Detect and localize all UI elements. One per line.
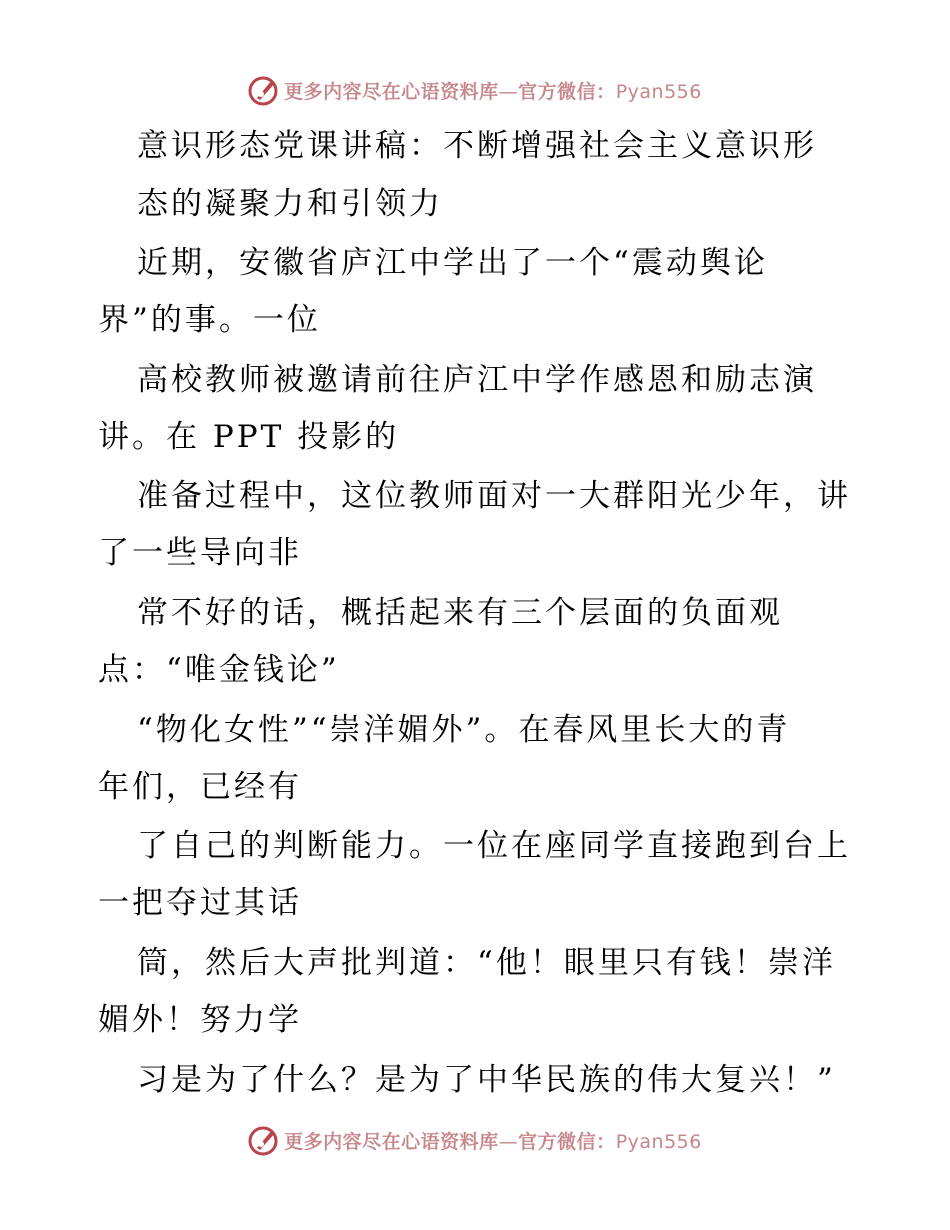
text-line: 高校教师被邀请前往庐江中学作感恩和励志演 [137,362,817,398]
text-line: 常不好的话，概括起来有三个层面的负面观 [137,595,783,631]
text-line: 态的凝聚力和引领力 [137,186,443,222]
watermark-site: 更多内容尽在心语资料库 [284,1130,499,1153]
watermark-text [284,1127,702,1154]
watermark-wechat-handle: Pyan556 [615,80,702,103]
watermark-dash: — [498,80,519,103]
watermark-site: 更多内容尽在心语资料库 [284,80,499,103]
text-line: 讲。在 PPT 投影的 [98,419,400,455]
watermark-dash: — [498,1130,519,1153]
quill-logo-icon [248,1124,280,1156]
text-line: 近期，安徽省庐江中学出了一个“震动舆论 [137,245,768,281]
text-line: 了一些导向非 [98,535,302,571]
text-line: 筒，然后大声批判道：“他！眼里只有钱！崇洋 [137,945,836,981]
footer-watermark [0,1120,950,1160]
text-line: 年们，已经有 [98,769,302,805]
text-line: 一把夺过其话 [98,885,302,921]
watermark-wechat-label: 官方微信： [518,80,616,103]
text-line: “物化女性”“崇洋媚外”。在春风里长大的青 [137,712,791,748]
text-line: 意识形态党课讲稿：不断增强社会主义意识形 [137,128,817,164]
text-line: 媚外！努力学 [98,1002,302,1038]
text-line: 点：“唯金钱论” [98,652,340,688]
text-line: 了自己的判断能力。一位在座同学直接跑到台上 [137,828,851,864]
text-line: 界”的事。一位 [98,302,321,338]
text-line: 准备过程中，这位教师面对一大群阳光少年，讲 [137,478,851,514]
text-line: 习是为了什么？是为了中华民族的伟大复兴！” [137,1062,836,1098]
watermark-wechat-label: 官方微信： [518,1130,616,1153]
watermark-wechat-handle: Pyan556 [615,1130,702,1153]
